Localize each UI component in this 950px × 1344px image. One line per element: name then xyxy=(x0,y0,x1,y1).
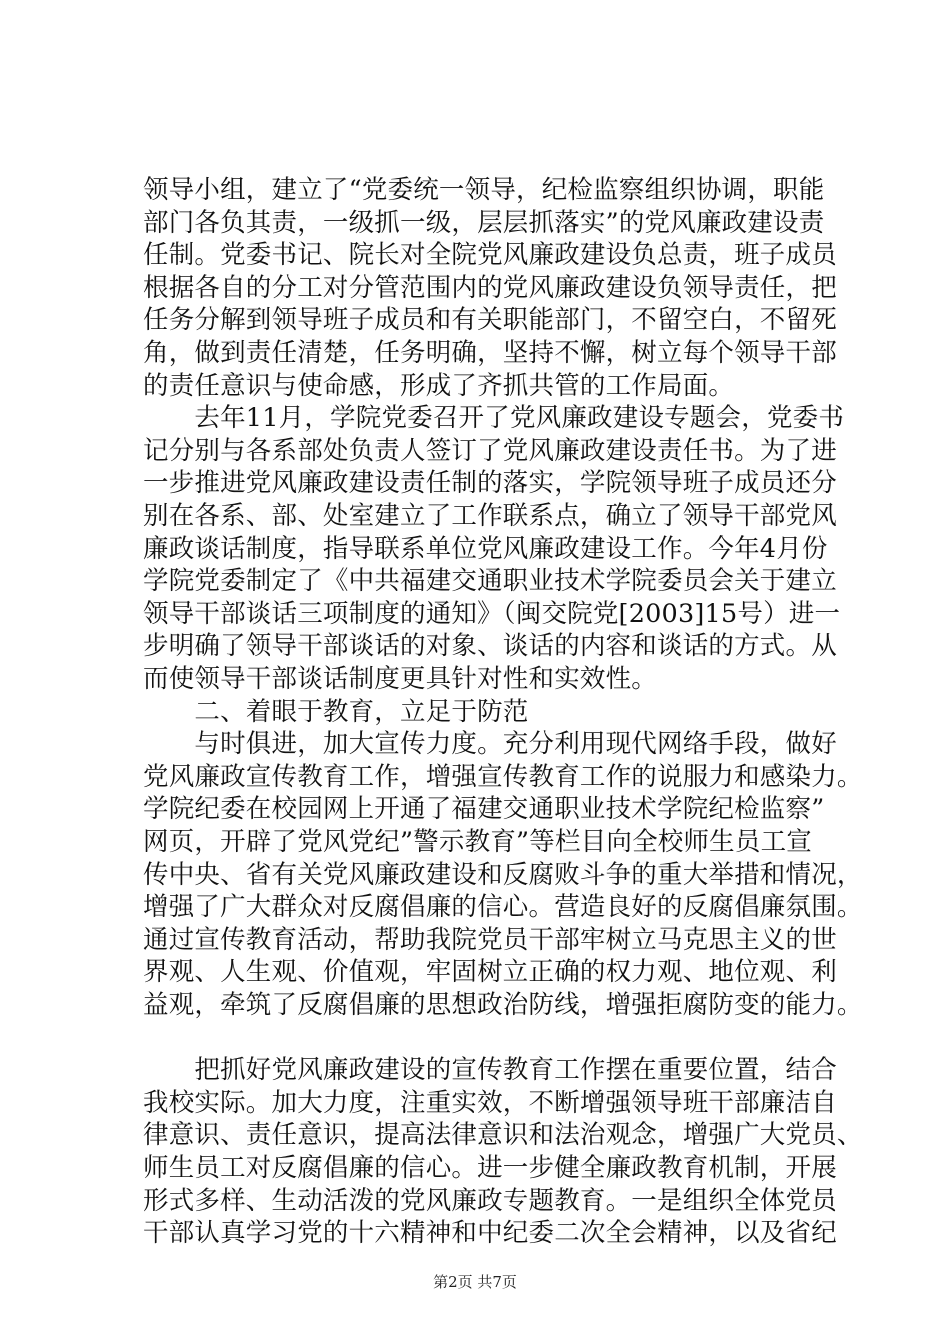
text-line: 任制。党委书记、院长对全院党风廉政建设负总责，班子成员 xyxy=(143,240,837,271)
text-line: 网页，开辟了党风党纪”警示教育”等栏目向全校师生员工宣 xyxy=(143,827,812,857)
text-line: 领导小组，建立了“党委统一领导，纪检监察组织协调，职能 xyxy=(143,175,825,205)
text-line: 廉政谈话制度，指导联系单位党风廉政建设工作。今年4月份 xyxy=(143,533,828,564)
text-line: 的责任意识与使命感，形成了齐抓共管的工作局面。 xyxy=(143,370,735,401)
text-line: 学院纪委在校园网上开通了福建交通职业技术学院纪检监察” xyxy=(143,794,825,825)
text-line: 党风廉政宣传教育工作，增强宣传教育工作的说服力和感染力。 xyxy=(143,761,863,792)
text-line: 别在各系、部、处室建立了工作联系点，确立了领导干部党风 xyxy=(143,501,837,531)
text-line: 界观、人生观、价值观，牢固树立正确的权力观、地位观、利 xyxy=(143,957,837,988)
text-line: 角，做到责任清楚，任务明确，坚持不懈，树立每个领导干部 xyxy=(143,338,837,368)
text-line: 增强了广大群众对反腐倡廉的信心。营造良好的反腐倡廉氛围。 xyxy=(143,892,863,923)
text-line: 把抓好党风廉政建设的宣传教育工作摆在重要位置，结合 xyxy=(143,1055,837,1086)
text-line: 而使领导干部谈话制度更具针对性和实效性。 xyxy=(143,664,658,694)
text-line: 学院党委制定了《中共福建交通职业技术学院委员会关于建立 xyxy=(143,566,837,597)
text-line: 形式多样、生动活泼的党风廉政专题教育。一是组织全体党员 xyxy=(143,1185,837,1216)
text-line: 与时俱进，加大宣传力度。充分利用现代网络手段，做好 xyxy=(143,729,837,760)
text-line: 通过宣传教育活动，帮助我院党员干部牢树立马克思主义的世 xyxy=(143,924,837,955)
text-line: 益观，牵筑了反腐倡廉的思想政治防线，增强拒腐防变的能力。 xyxy=(143,990,863,1020)
text-line: 我校实际。加大力度，注重实效，不断增强领导班干部廉洁自 xyxy=(143,1087,837,1118)
text-line: 去年11月，学院党委召开了党风廉政建设专题会，党委书 xyxy=(143,403,845,434)
text-line: 任务分解到领导班子成员和有关职能部门，不留空白，不留死 xyxy=(143,305,837,336)
text-line: 师生员工对反腐倡廉的信心。进一步健全廉政教育机制，开展 xyxy=(143,1153,837,1183)
text-line: 记分别与各系部处负责人签订了党风廉政建设责任书。为了进 xyxy=(143,435,837,466)
text-line: 干部认真学习党的十六精神和中纪委二次全会精神，以及省纪 xyxy=(143,1218,837,1249)
text-line: 根据各自的分工对分管范围内的党风廉政建设负领导责任，把 xyxy=(143,272,837,303)
text-line: 传中央、省有关党风廉政建设和反腐败斗争的重大举措和情况， xyxy=(143,859,863,890)
text-line: 部门各负其责，一级抓一级，层层抓落实”的党风廉政建设责 xyxy=(143,207,825,238)
text-line: 领导干部谈话三项制度的通知》（闽交院党[2003]15号）进一 xyxy=(143,598,841,629)
text-line: 步明确了领导干部谈话的对象、谈话的内容和谈话的方式。从 xyxy=(143,631,837,662)
text-line: 律意识、责任意识，提高法律意识和法治观念，增强广大党员、 xyxy=(143,1120,863,1151)
text-line: 一步推进党风廉政建设责任制的落实，学院领导班子成员还分 xyxy=(143,468,837,499)
text-line: 二、着眼于教育，立足于防范 xyxy=(143,696,529,727)
page-footer: 第2页 共7页 xyxy=(433,1273,517,1291)
